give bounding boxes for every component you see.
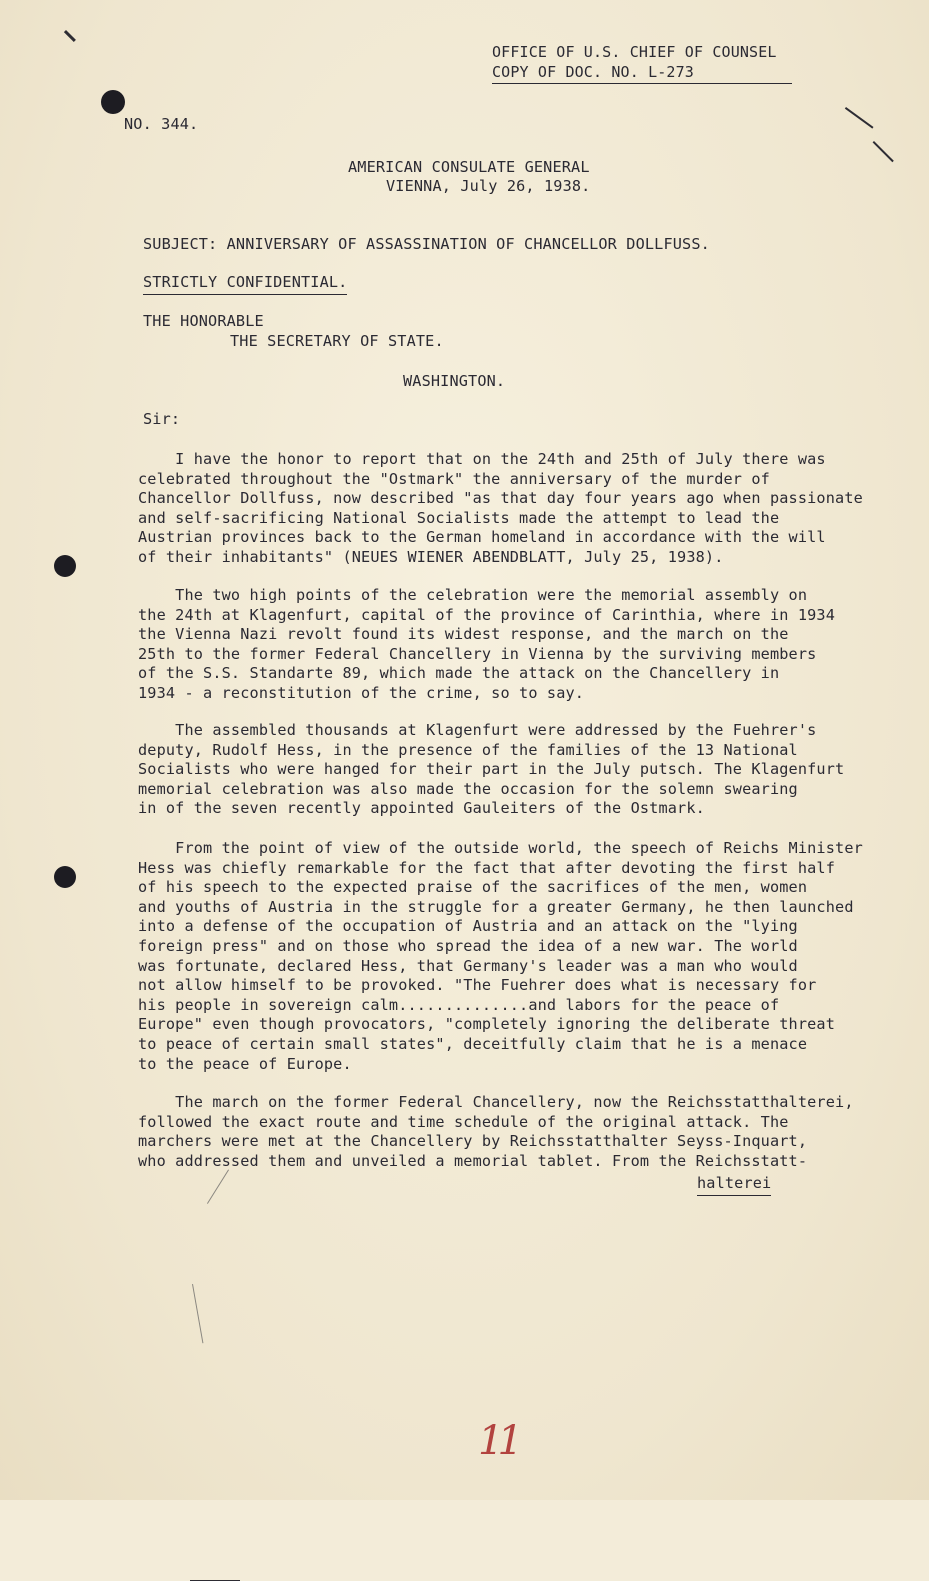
text-line: and youths of Austria in the struggle for a greater Germany, he then launched	[138, 897, 854, 916]
text-line: Europe" even though provocators, "completely ignoring the deliberate threat	[138, 1015, 836, 1034]
text-line: foreign press" and on those who spread the idea of a new war. The world	[138, 936, 798, 955]
text-line: who addressed them and unveiled a memorial tablet. From the Reichsstatt-	[138, 1151, 808, 1170]
text-line: the 24th at Klagenfurt, capital of the province of Carinthia, where in 1934	[138, 605, 836, 624]
text-line: The two high points of the celebration were the memorial assembly on	[138, 586, 808, 604]
addressee-line-2: THE SECRETARY OF STATE.	[230, 332, 444, 350]
text-line: memorial celebration was also made the occasion for the solemn swearing	[138, 779, 798, 798]
paragraph-3	[138, 721, 844, 819]
punch-hole-lower	[54, 866, 76, 888]
dispatch-number: NO. 344.	[124, 115, 199, 133]
corner-speck	[64, 30, 76, 42]
punch-hole-top	[101, 90, 125, 114]
text-line: 25th to the former Federal Chancellery in Vienna by the surviving members	[138, 644, 817, 663]
text-line: Austrian provinces back to the German homeland in accordance with the will	[138, 528, 826, 547]
text-line: Hess was chiefly remarkable for the fact that after devoting the first half	[138, 858, 836, 877]
addressee-city: WASHINGTON.	[403, 372, 506, 390]
consulate-name: AMERICAN CONSULATE GENERAL	[348, 158, 590, 176]
paragraph-2	[138, 586, 835, 704]
confidential-marking: STRICTLY CONFIDENTIAL.	[143, 273, 347, 295]
text-line: The assembled thousands at Klagenfurt were addressed by the Fuehrer's	[138, 721, 817, 739]
text-line: From the point of view of the outside world, the speech of Reichs Minister	[138, 839, 863, 857]
text-line: the Vienna Nazi revolt found its widest response, and the march on the	[138, 625, 789, 644]
text-line: celebrated throughout the "Ostmark" the anniversary of the murder of	[138, 469, 770, 488]
text-line: I have the honor to report that on the 24th and 25th of July there was	[138, 450, 826, 468]
text-line: The march on the former Federal Chancellery, now the Reichsstatthalterei,	[138, 1093, 854, 1111]
catchword: halterei	[697, 1174, 771, 1196]
text-line: deputy, Rudolf Hess, in the presence of the families of the 13 National	[138, 740, 798, 759]
text-line: into a defense of the occupation of Austria and an attack on the "lying	[138, 917, 798, 936]
text-line: his people in sovereign calm..............and labors for the peace of	[138, 995, 780, 1014]
addressee-line-1: THE HONORABLE	[143, 312, 264, 330]
text-line: 1934 - a reconstitution of the crime, so to say.	[138, 683, 585, 702]
text-line: to peace of certain small states", deceitfully claim that he is a menace	[138, 1034, 808, 1053]
paragraph-5	[138, 1093, 854, 1171]
consulate-date: VIENNA, July 26, 1938.	[386, 177, 591, 195]
text-line: was fortunate, declared Hess, that Germany's leader was a man who would	[138, 956, 798, 975]
text-line: not allow himself to be provoked. "The Fuehrer does what is necessary for	[138, 976, 817, 995]
text-line: to the peace of Europe.	[138, 1054, 352, 1073]
pencil-stroke	[192, 1284, 203, 1343]
margin-stroke	[845, 107, 873, 128]
text-line: Chancellor Dollfuss, now described "as that day four years ago when passionate	[138, 489, 863, 508]
office-header: OFFICE OF U.S. CHIEF OF COUNSEL	[492, 43, 777, 61]
text-line: and self-sacrificing National Socialists made the attempt to lead the	[138, 508, 780, 527]
text-line: of their inhabitants" (NEUES WIENER ABENDBLATT, July 25, 1938).	[138, 547, 724, 566]
text-line: of his speech to the expected praise of the sacrifices of the men, women	[138, 878, 808, 897]
text-line: of the S.S. Standarte 89, which made the attack on the Chancellery in	[138, 664, 780, 683]
salutation: Sir:	[143, 410, 181, 428]
text-line: in of the seven recently appointed Gauleiters of the Ostmark.	[138, 799, 705, 818]
subject-line: SUBJECT: ANNIVERSARY OF ASSASSINATION OF CHANCELLOR DOLLFUSS.	[143, 235, 710, 253]
pencil-page-mark: 11	[478, 1418, 517, 1464]
text-line: Socialists who were hanged for their part in the July putsch. The Klagenfurt	[138, 760, 845, 779]
text-line: followed the exact route and time schedule of the original attack. The	[138, 1112, 789, 1131]
punch-hole-middle	[54, 555, 76, 577]
pencil-stroke	[207, 1169, 229, 1203]
paragraph-1	[138, 450, 863, 568]
margin-stroke	[873, 141, 894, 162]
paragraph-4	[138, 839, 863, 1074]
document-copy-number: COPY OF DOC. NO. L-273	[492, 62, 792, 84]
text-line: marchers were met at the Chancellery by Reichsstatthalter Seyss-Inquart,	[138, 1132, 808, 1151]
